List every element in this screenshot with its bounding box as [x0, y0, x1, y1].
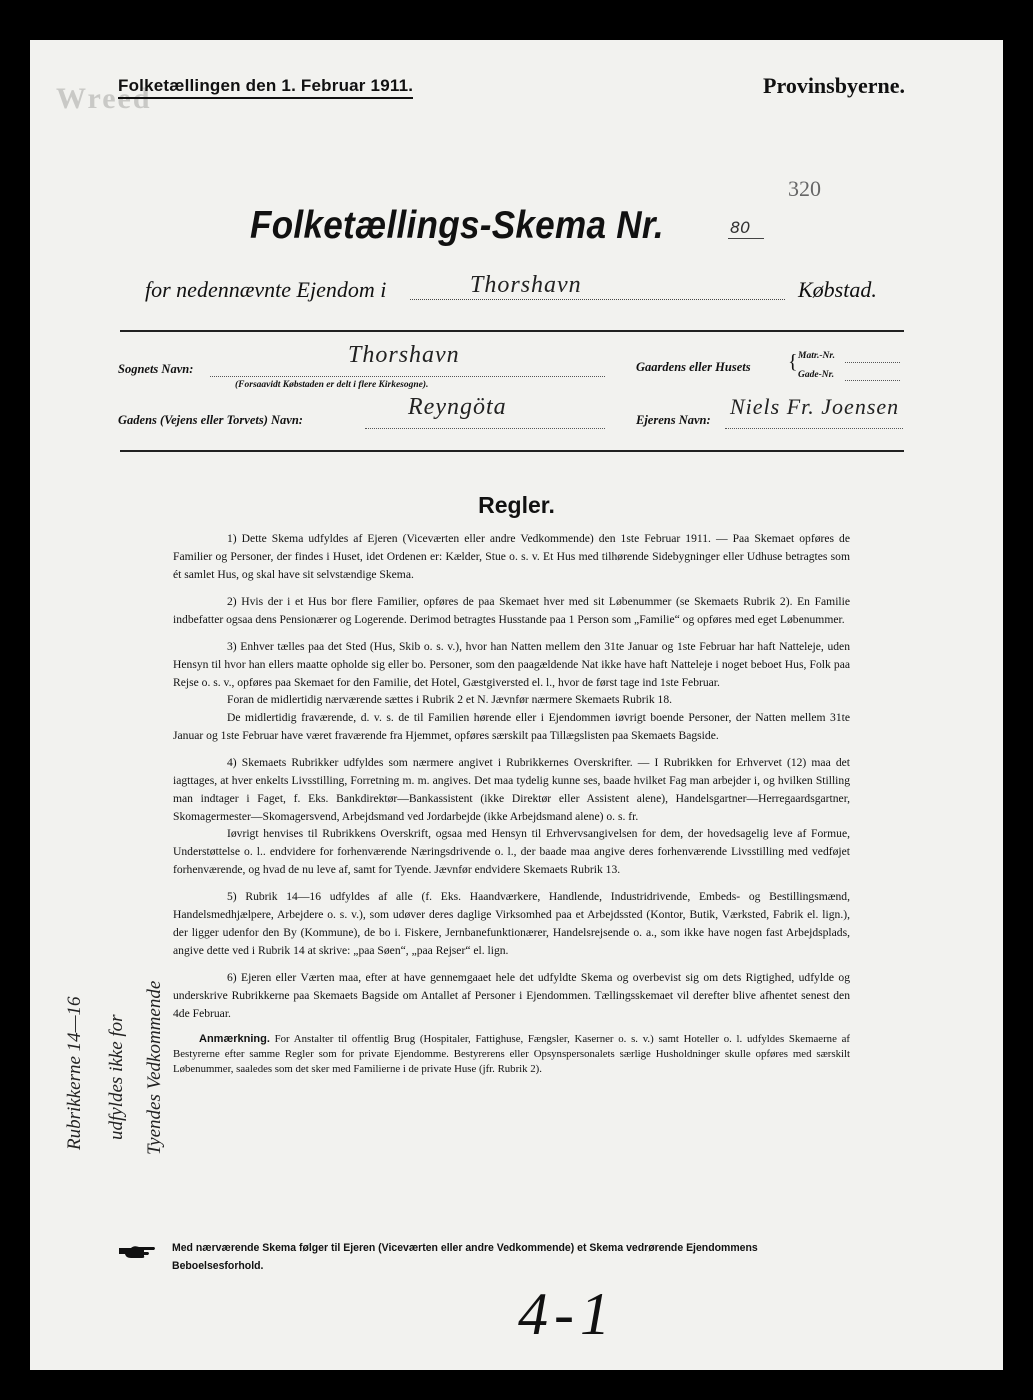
- owner-dotted-line: [725, 428, 903, 429]
- brace-icon: {: [788, 351, 798, 373]
- side-note-line-2: udfyldes ikke for: [106, 1014, 127, 1140]
- farm-label: Gaardens eller Husets: [636, 360, 751, 374]
- stamp-number: 320: [788, 176, 821, 201]
- subtitle-suffix: Købstad.: [798, 277, 877, 302]
- town-dotted-line: [410, 299, 785, 300]
- matr-label: Matr.-Nr.: [798, 351, 835, 361]
- matr-dotted-line: [845, 362, 900, 363]
- rule-3c: De midlertidig fraværende, d. v. s. de til Familien hørende eller i Ejendommen iøvrigt boende Personer, der Natten mellem 31te Januar og 1ste Februar have været fraværende fra Hjemmet, opføres særskilt paa Tillægslisten paa Skemaets Bagside.: [173, 711, 850, 742]
- note-label: Anmærkning.: [199, 1032, 270, 1045]
- side-note-line-1: Rubrikkerne 14—16: [64, 996, 85, 1150]
- parish-value: Thorshavn: [348, 342, 460, 368]
- rules-heading: Regler.: [478, 492, 555, 518]
- street-dotted-line: [365, 428, 605, 429]
- street-label: Gadens (Vejens eller Torvets) Navn:: [118, 413, 303, 427]
- parish-dotted-line: [210, 376, 605, 377]
- gade-label: Gade-Nr.: [798, 370, 835, 380]
- rule-1: 1) Dette Skema udfyldes af Ejeren (Viceværten eller andre Vedkommende) den 1ste Februar 1911. — Paa Skemaet opføres de Familier og Personer, der findes i Huset, idet Ordenen er: Kælder, Stue o. s. v. Et Hus med tilhørende Sidebygninger eller Udhuse betragtes som ét samlet Hus, og skal have sit selvstændige Skema.: [173, 532, 850, 581]
- street-value: Reyngöta: [408, 394, 507, 420]
- note-text: For Anstalter til offentlig Brug (Hospitaler, Fattighuse, Fængsler, Kaserner o. s. v.) samt Hoteller o. l. udfyldes Skemaerne af Bestyrerne efter samme Regler som for private Ejendomme. Bestyrerens eller Opsynspersonalets særlige Husholdninger skulle opføres med særskilt Løbenummer, saaledes som det sker med Familierne i de private Huse (jfr. Rubrik 2).: [173, 1032, 850, 1075]
- footer-note: Med nærværende Skema følger til Ejeren (Viceværten eller andre Vedkommende) et Skema vedrørende Ejendommens Beboelsesforhold.: [172, 1242, 758, 1272]
- town-handwritten: Thorshavn: [470, 272, 582, 298]
- rule-6: 6) Ejeren eller Værten maa, efter at have gennemgaaet hele det udfyldte Skema og overbevist sig om dets Rigtighed, udfylde og underskrive Rubrikkerne paa Skemaets Bagside om Antallet af Personer i Ejendommen. Tællingsskemaet vil derefter blive afhentet senest den 4de Februar.: [173, 971, 850, 1020]
- census-header: Folketællingen den 1. Februar 1911.: [118, 76, 413, 99]
- rule-note: [173, 1032, 850, 1077]
- divider-bottom: [120, 450, 904, 452]
- owner-value: Niels Fr. Joensen: [730, 394, 900, 419]
- parish-note: (Forsaavidt Købstaden er delt i flere Kirkesogne).: [235, 380, 429, 390]
- form-number-underline: [728, 238, 764, 239]
- rule-4b: Iøvrigt henvises til Rubrikkens Overskrift, ogsaa med Hensyn til Erhvervsangivelsen for dem, der hovedsagelig leve af Formue, Understøttelse o. l.. endvidere for forhenværende Næringsdrivende o. l., der baade maa angive deres forhenværende Livsstilling med vedføjet forhenværende, og hvad de nu leve af, samt for Tyende. Jævnfør endvidere Skemaets Rubrik 13.: [173, 827, 850, 877]
- side-note-line-3: Tyendes Vedkommende: [144, 980, 165, 1155]
- pointing-hand-icon: [118, 1244, 156, 1260]
- census-form-page: [30, 40, 1003, 1370]
- rules-body: [173, 530, 850, 1086]
- region-header: Provinsbyerne.: [763, 73, 905, 98]
- parish-label: Sognets Navn:: [118, 362, 194, 376]
- owner-label: Ejerens Navn:: [636, 413, 711, 427]
- rule-5: 5) Rubrik 14—16 udfyldes af alle (f. Eks. Haandværkere, Handlende, Industridrivende, Embeds- og Bestillingsmænd, Handelsmedhjælpere, Arbejdere o. s. v.), som udøver deres daglige Virksomhed paa et Arbejdssted (Kontor, Butik, Værksted, Fabrik el. lign.), der ligger udenfor den By (Kommune), de bo i. Fiskere, Jernbanefunktionærer, Handelsrejsende o. a., som ikke have nogen fast Arbejdsplads, angive dette ved i Rubrik 14 at skrive: „paa Søen“, „paa Rejser“ el. lign.: [173, 890, 850, 957]
- rule-3: 3) Enhver tælles paa det Sted (Hus, Skib o. s. v.), hvor han Natten mellem den 31te Januar og 1ste Februar har haft Natteleje, uden Hensyn til hvor han ellers maatte opholde sig eller bo. Personer, som den paagældende Nat ikke have haft Natteleje i noget beboet Hus, Folk paa Rejse o. s. v., opføres paa Skemaet for den Familie, det Hotel, Gæstgiversted el. l., hvor de først tage ind 1ste Februar.: [173, 639, 850, 689]
- bottom-handwriting: 4-1: [518, 1281, 616, 1347]
- rule-3b: Foran de midlertidig nærværende sættes i Rubrik 2 et N. Jævnfør nærmere Skemaets Rubrik 18.: [227, 693, 673, 707]
- divider-top: [120, 330, 904, 332]
- rule-2: 2) Hvis der i et Hus bor flere Familier, opføres de paa Skemaet hver med sit Løbenummer (se Skemaets Rubrik 2). En Familie indbefatter ogsaa dens Pensionærer og Logerende. Derimod betragtes Husstande paa 1 Person som „Familie“ og opføres med eget Løbenummer.: [173, 594, 850, 626]
- form-title: Folketællings-Skema Nr.: [250, 204, 664, 247]
- form-number: 80: [730, 218, 751, 237]
- bleed-through-text: Wreed: [56, 82, 152, 115]
- subtitle-prefix: for nedennævnte Ejendom i: [145, 277, 387, 302]
- gade-dotted-line: [845, 380, 900, 381]
- rule-4: 4) Skemaets Rubrikker udfyldes som nærmere angivet i Rubrikkernes Overskrifter. — I Rubrikken for Erhvervet (12) maa det iagttages, at hver enkelts Livsstilling, Forretning m. m. angives. Det maa tydelig kunne ses, baade hvilket Fag man arbejder i, og hvilken Stilling man indtager i Faget, f. Eks. Bankdirektør—Bankassistent (ikke Direktør eller Assistent alene), Handelsgartner—Herregaardsgartner, Skomagermester—Skomagersvend, Arbejdsmand ved Jordarbejde (ikke Arbejdsmand alene) o. s. fr.: [173, 756, 850, 823]
